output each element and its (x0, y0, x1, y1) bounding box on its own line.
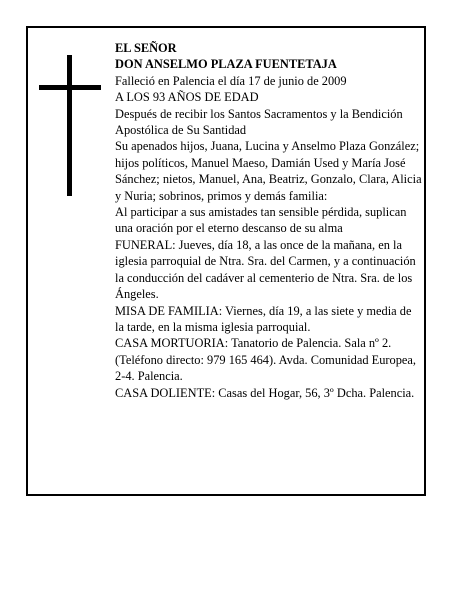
obituary-text (115, 40, 423, 401)
cross-vertical-bar (67, 55, 72, 196)
mourning-house-paragraph: CASA DOLIENTE: Casas del Hogar, 56, 3º Dcha. Palencia. (115, 385, 415, 400)
heading: EL SEÑOR (115, 41, 177, 55)
death-date-line: Falleció en Palencia el día 17 de junio de 2009 (115, 73, 347, 88)
obituary-notice (26, 26, 426, 496)
cross-horizontal-bar (39, 85, 101, 90)
age-line: A LOS 93 AÑOS DE EDAD (115, 90, 259, 105)
funeral-paragraph: FUNERAL: Jueves, día 18, a las once de la mañana, en la iglesia parroquial de Ntra. Sra. del Carmen, y a continuación la conducción del cadáver al cementerio de Ntra. Sra. de los Ángeles. (115, 237, 416, 302)
prayer-paragraph: Al participar a sus amistades tan sensible pérdida, suplican una oración por el eterno descanso de su alma (115, 205, 407, 236)
funeral-home-paragraph: CASA MORTUORIA: Tanatorio de Palencia. Sala nº 2. (Teléfono directo: 979 165 464). Avda. Comunidad Europea, 2-4. Palencia. (115, 336, 417, 384)
sacraments-paragraph: Después de recibir los Santos Sacramentos y la Bendición Apostólica de Su Santidad (115, 106, 403, 138)
deceased-name: DON ANSELMO PLAZA FUENTETAJA (115, 57, 337, 72)
family-paragraph: Su apenados hijos, Juana, Lucina y Anselmo Plaza González; hijos políticos, Manuel Maeso, Damián Used y María José Sánchez; nietos, Manuel, Ana, Beatriz, Gonzalo, Clara, Alicia y Nuria; sobrinos, primos y demás familia: (115, 139, 422, 203)
family-mass-paragraph: MISA DE FAMILIA: Viernes, día 19, a las siete y media de la tarde, en la misma iglesia parroquial. (115, 303, 412, 334)
